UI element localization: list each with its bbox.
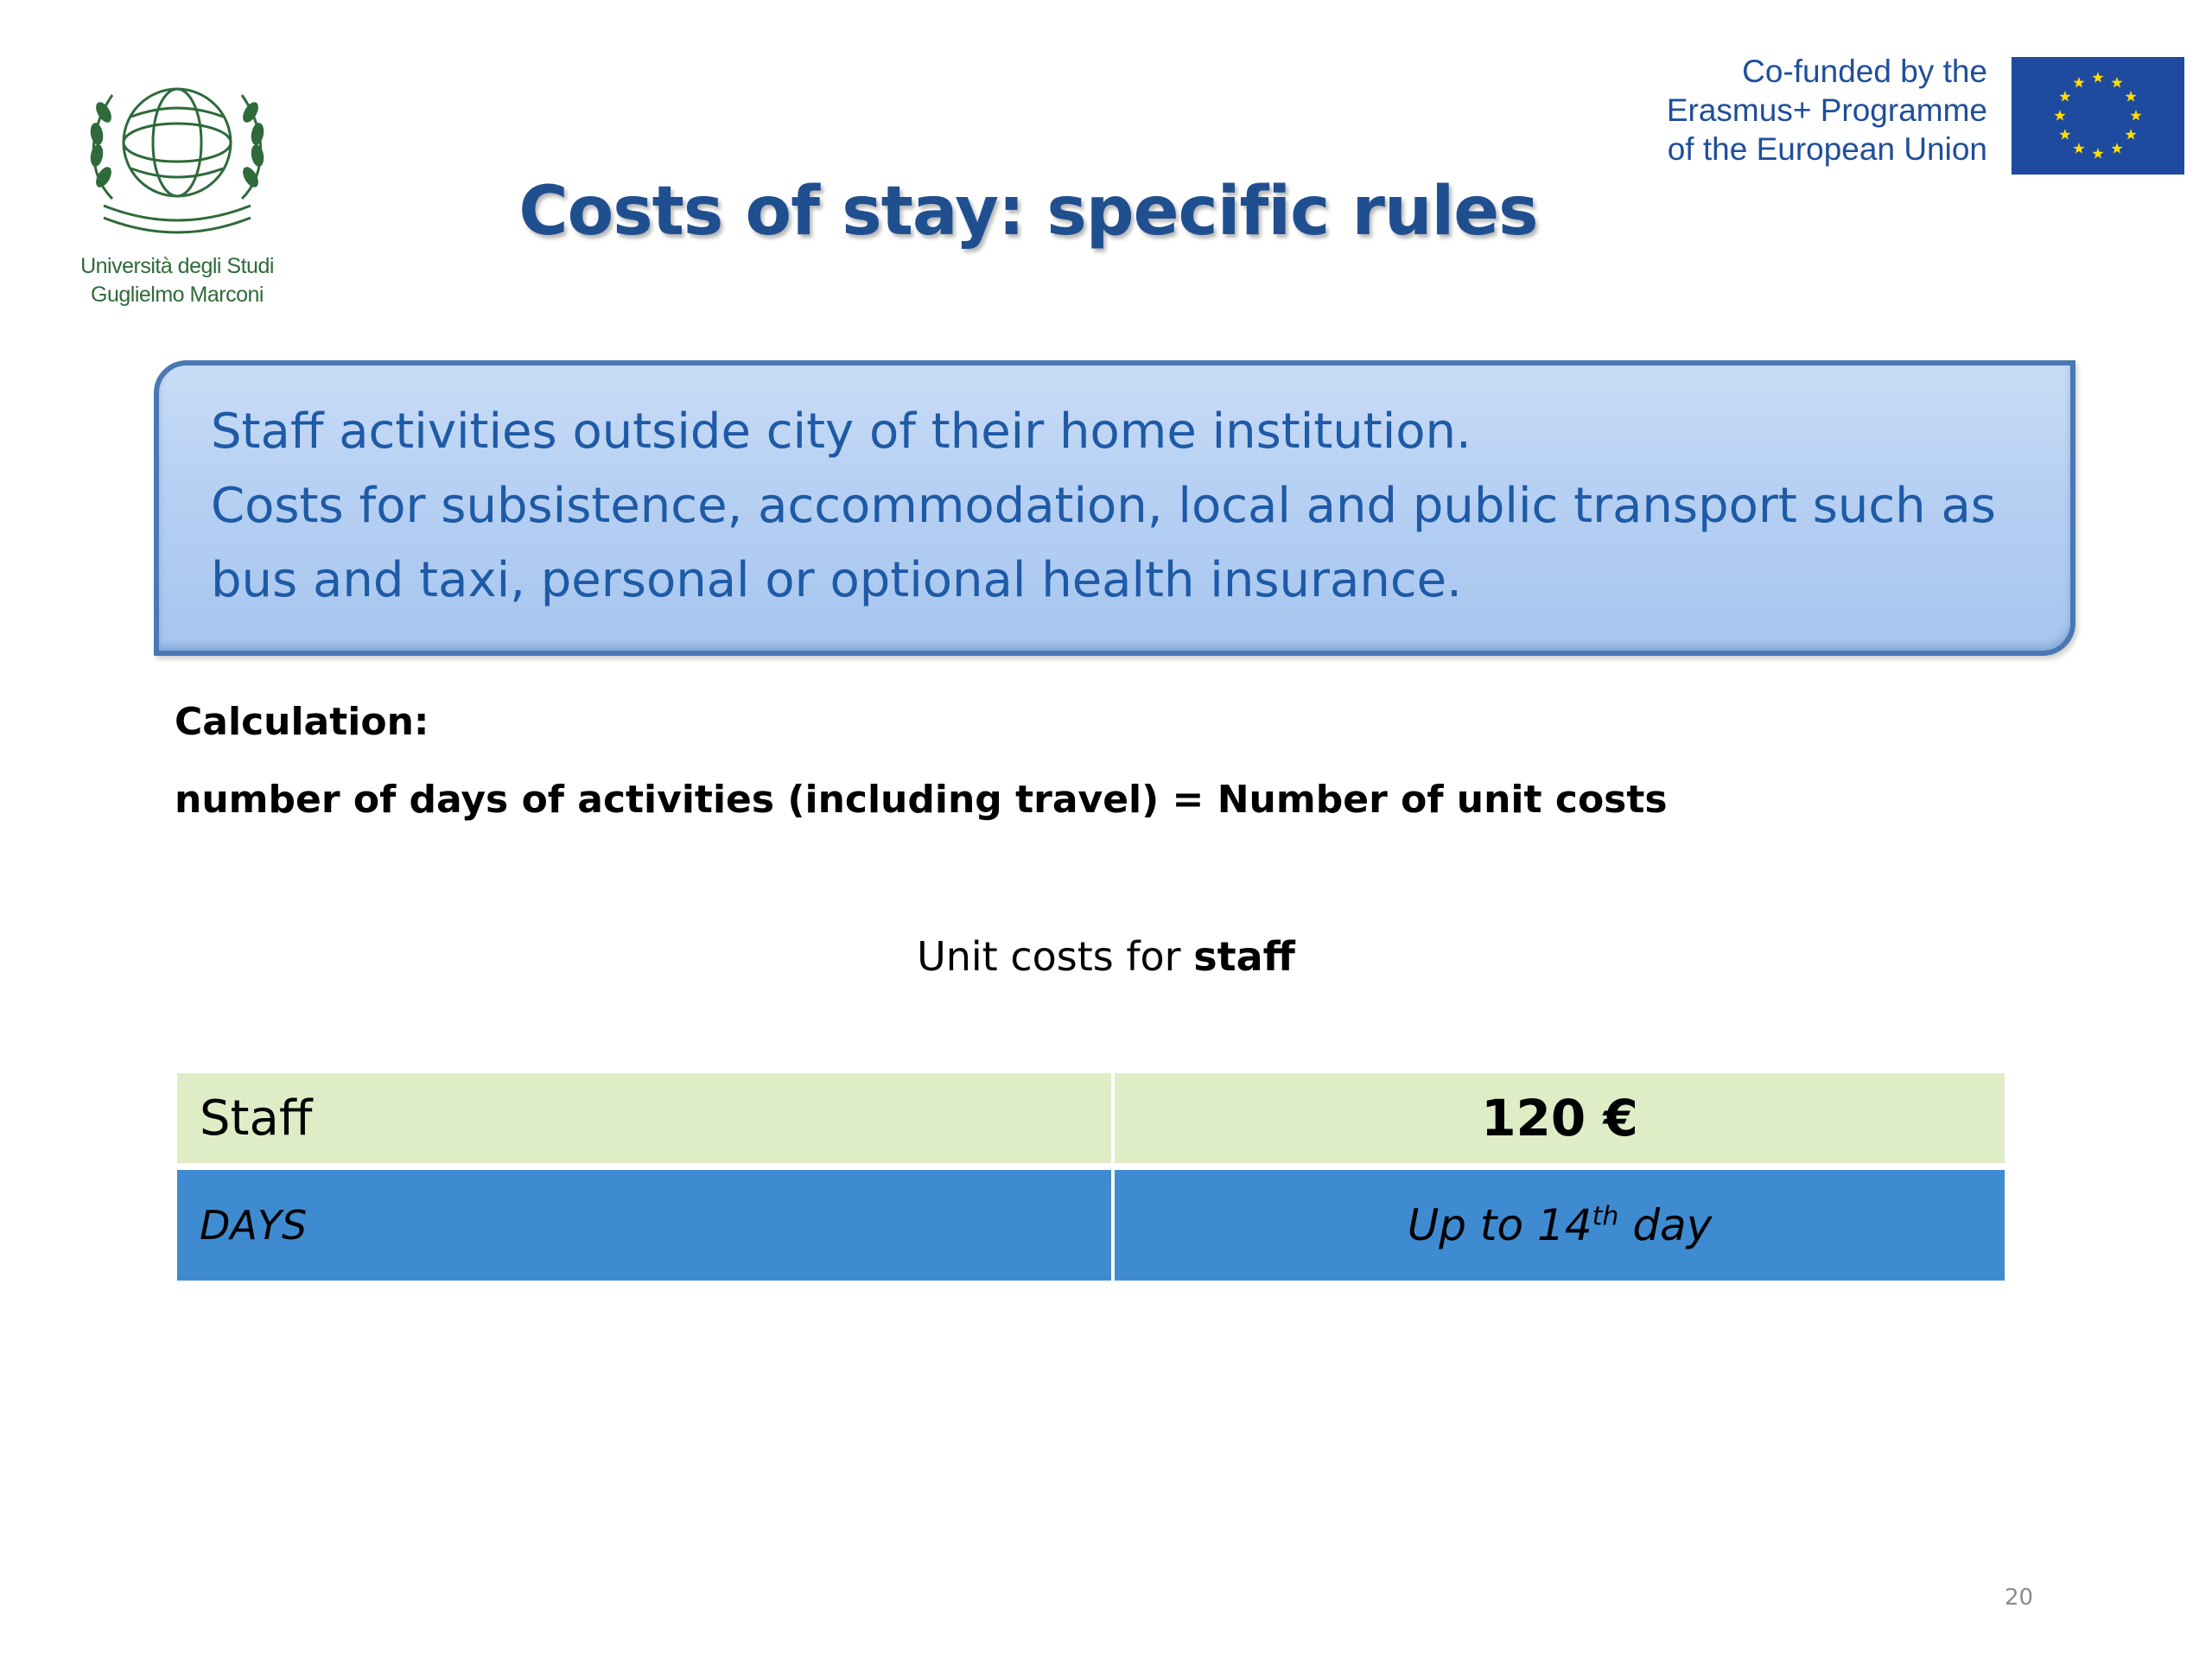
university-name-line1: Università degli Studi xyxy=(80,254,274,278)
days-value-prefix: Up to 14 xyxy=(1407,1200,1592,1250)
days-value-sup: th xyxy=(1592,1201,1619,1232)
info-box xyxy=(154,360,2075,656)
info-line-3: bus and taxi, personal or optional health insurance. xyxy=(211,552,1462,608)
table-cell-staff-label: Staff xyxy=(177,1073,1115,1163)
days-value-suffix: day xyxy=(1618,1200,1713,1250)
page-number: 20 xyxy=(2005,1585,2034,1611)
university-name xyxy=(69,252,285,309)
calculation-formula: number of days of activities (including travel) = Number of unit costs xyxy=(175,778,1668,822)
calculation-heading: Calculation: xyxy=(175,700,429,744)
eu-text-line3: of the European Union xyxy=(1667,131,1987,167)
unit-cost-table xyxy=(177,1073,2005,1281)
info-line-2: Costs for subsistence, accommodation, local and public transport such as xyxy=(211,478,1996,534)
caption-prefix: Unit costs for xyxy=(917,933,1194,980)
unit-costs-caption xyxy=(0,933,2212,980)
eu-text-line2: Erasmus+ Programme xyxy=(1666,92,1987,128)
table-row xyxy=(177,1073,2005,1163)
table-cell-staff-value: 120 € xyxy=(1115,1073,2005,1163)
table-row xyxy=(177,1163,2005,1281)
university-name-line2: Guglielmo Marconi xyxy=(91,283,264,307)
eu-flag-icon xyxy=(2012,57,2184,175)
table-cell-days-label: DAYS xyxy=(177,1163,1115,1281)
info-line-1: Staff activities outside city of their home institution. xyxy=(211,404,1471,460)
university-logo xyxy=(69,69,285,320)
caption-bold: staff xyxy=(1193,933,1295,980)
slide-title: Costs of stay: specific rules xyxy=(518,173,1538,251)
university-emblem-icon xyxy=(78,69,276,242)
table-cell-days-value xyxy=(1115,1163,2005,1281)
eu-text-line1: Co-funded by the xyxy=(1742,54,1987,89)
eu-cofunding-text xyxy=(1607,52,1987,168)
